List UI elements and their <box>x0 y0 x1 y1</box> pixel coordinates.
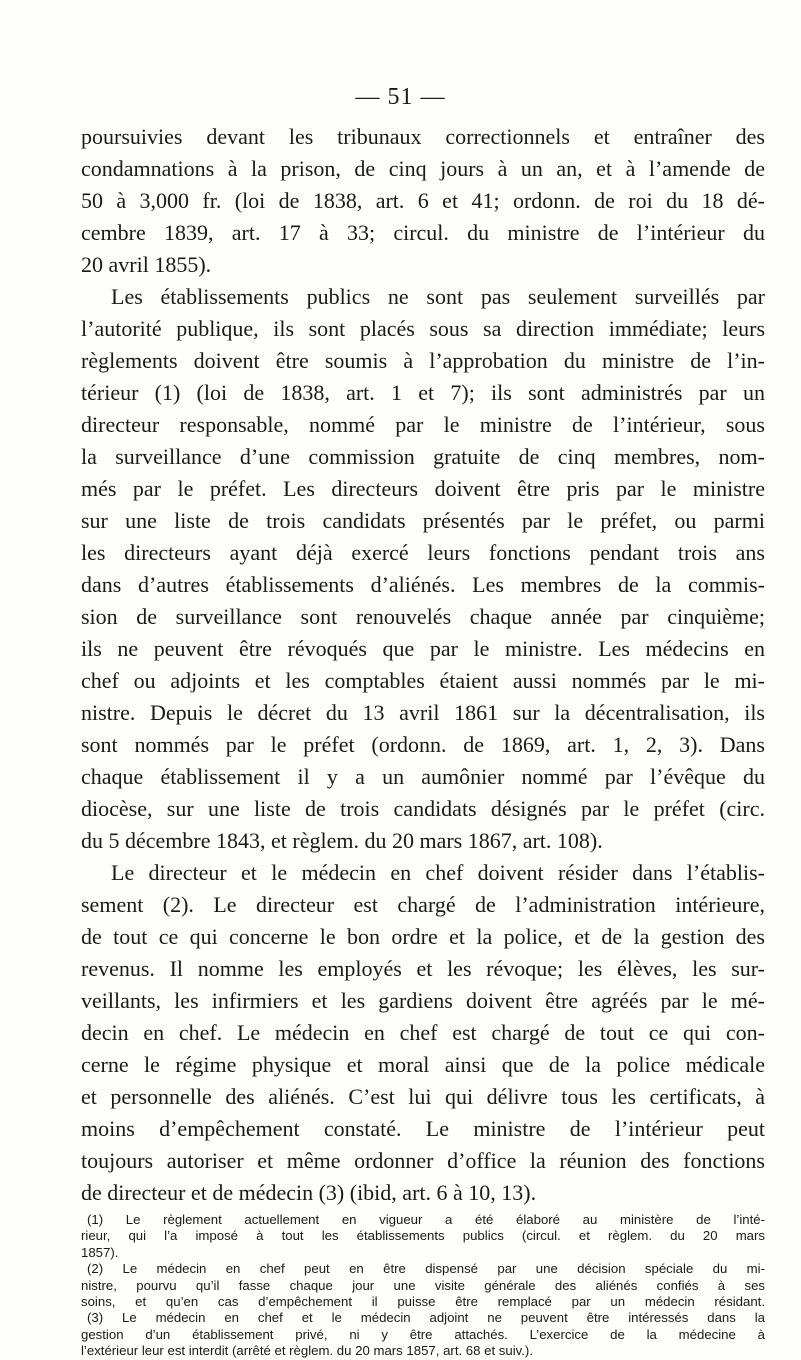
body-line: les directeurs ayant déjà exercé leurs fonctions pendant trois ans <box>81 540 765 565</box>
body-line: veillants, les infirmiers et les gardiens doivent être agréés par le mé- <box>81 988 765 1013</box>
body-line: 50 à 3,000 fr. (loi de 1838, art. 6 et 41; ordonn. de roi du 18 dé- <box>81 188 765 213</box>
body-line: revenus. Il nomme les employés et les révoque; les élèves, les sur- <box>81 956 765 981</box>
body-line: més par le préfet. Les directeurs doivent être pris par le ministre <box>81 476 765 501</box>
body-line: moins d’empêchement constaté. Le ministre de l’intérieur peut <box>81 1116 765 1141</box>
body-line: toujours autoriser et même ordonner d’office la réunion des fonctions <box>81 1148 765 1173</box>
body-line: condamnations à la prison, de cinq jours à un an, et à l’amende de <box>81 156 765 181</box>
footnote-line: (1) Le règlement actuellement en vigueur a été élaboré au ministère de l’inté- <box>87 1212 765 1227</box>
page-number: — 51 — <box>355 84 446 110</box>
body-line: de tout ce qui concerne le bon ordre et la police, et de la gestion des <box>81 924 765 949</box>
body-line: chef ou adjoints et les comptables étaient aussi nommés par le mi- <box>81 668 765 693</box>
body-line: et personnelle des aliénés. C’est lui qui délivre tous les certificats, à <box>81 1084 765 1109</box>
body-line: la surveillance d’une commission gratuite de cinq membres, nom- <box>81 444 765 469</box>
footnote-line: nistre, pourvu qu’il fasse chaque jour une visite générale des aliénés confiés à ses <box>81 1277 765 1293</box>
body-line: Le directeur et le médecin en chef doivent résider dans l’établis- <box>111 860 765 885</box>
footnote-line: soins, et qu’en cas d’empêchement il puisse être remplacé par un médecin résidant. <box>81 1294 765 1309</box>
body-line: 20 avril 1855). <box>81 252 212 277</box>
body-line: sement (2). Le directeur est chargé de l’administration intérieure, <box>81 892 765 917</box>
body-line: Les établissements publics ne sont pas seulement surveillés par <box>111 284 765 309</box>
footnote-line: (2) Le médecin en chef peut en être dispensé par une décision spéciale du mi- <box>87 1261 765 1277</box>
footnote-line: 1857). <box>81 1244 119 1260</box>
body-line: chaque établissement il y a un aumônier nommé par l’évêque du <box>81 764 765 789</box>
body-line: de directeur et de médecin (3) (ibid, art. 6 à 10, 13). <box>81 1180 537 1205</box>
footnote-line: gestion d’un établissement privé, ni y être attachés. L’exercice de la médecine à <box>81 1326 765 1342</box>
footnote-line: rieur, qui l’a imposé à tout les établissements publics (circul. et règlem. du 20 mars <box>81 1228 765 1244</box>
body-line: directeur responsable, nommé par le ministre de l’intérieur, sous <box>81 412 765 437</box>
body-line: térieur (1) (loi de 1838, art. 1 et 7); ils sont administrés par un <box>81 380 765 405</box>
body-line: règlements doivent être soumis à l’approbation du ministre de l’in- <box>81 348 765 373</box>
body-line: sion de surveillance sont renouvelés chaque année par cinquième; <box>81 604 765 629</box>
footnote-line: l’extérieur leur est interdit (arrêté et règlem. du 20 mars 1857, art. 68 et suiv.). <box>81 1343 533 1359</box>
body-line: sur une liste de trois candidats présentés par le préfet, ou parmi <box>81 508 765 533</box>
body-line: ils ne peuvent être révoqués que par le ministre. Les médecins en <box>81 636 765 661</box>
body-line: dans d’autres établissements d’aliénés. Les membres de la commis- <box>81 572 765 597</box>
body-line: cembre 1839, art. 17 à 33; circul. du ministre de l’intérieur du <box>81 220 765 245</box>
footnote-line: (3) Le médecin en chef et le médecin adjoint ne peuvent être intéressés dans la <box>87 1310 765 1326</box>
body-line: diocèse, sur une liste de trois candidats désignés par le préfet (circ. <box>81 796 765 821</box>
body-line: du 5 décembre 1843, et règlem. du 20 mars 1867, art. 108). <box>81 828 603 853</box>
body-line: poursuivies devant les tribunaux correctionnels et entraîner des <box>81 124 765 149</box>
body-line: sont nommés par le préfet (ordonn. de 1869, art. 1, 2, 3). Dans <box>81 732 765 757</box>
body-line: l’autorité publique, ils sont placés sous sa direction immédiate; leurs <box>81 316 765 341</box>
body-line: cerne le régime physique et moral ainsi que de la police médicale <box>81 1052 765 1077</box>
body-line: decin en chef. Le médecin en chef est chargé de tout ce qui con- <box>81 1020 765 1045</box>
body-line: nistre. Depuis le décret du 13 avril 1861 sur la décentralisation, ils <box>81 700 765 725</box>
